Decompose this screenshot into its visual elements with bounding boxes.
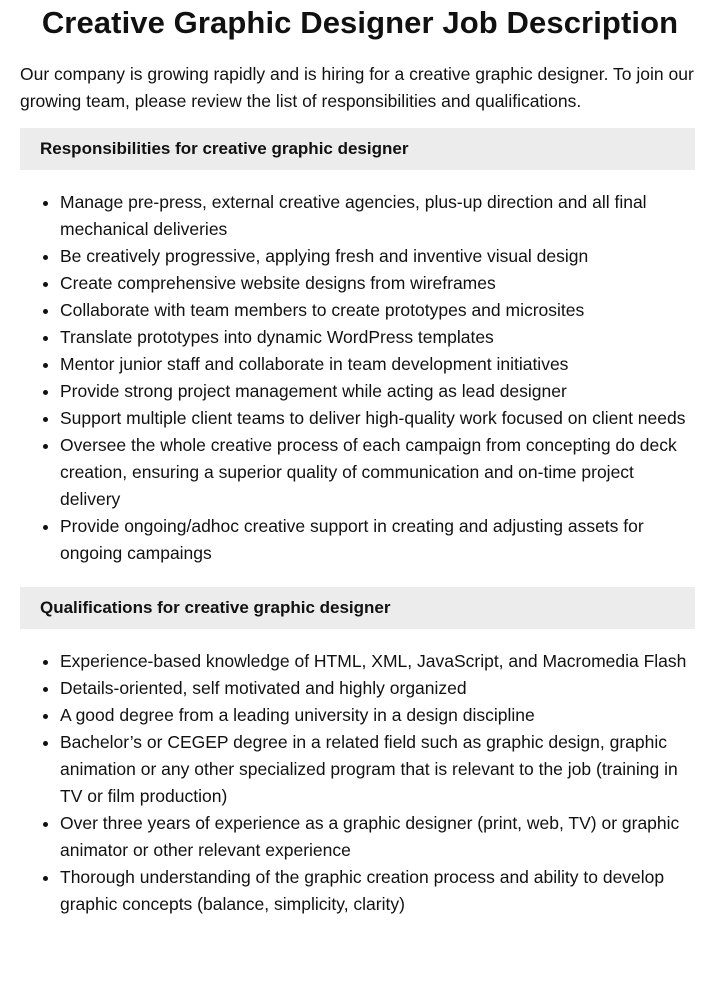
page-title: Creative Graphic Designer Job Description [41, 5, 679, 40]
qualifications-list [0, 648, 695, 918]
list-item: • Be creatively progressive, applying fresh and inventive visual design [60, 243, 695, 270]
list-item: • Provide ongoing/adhoc creative support in creating and adjusting assets for ongoing campaings [60, 513, 695, 567]
list-item: • Manage pre-press, external creative agencies, plus-up direction and all final mechanical deliveries [60, 189, 695, 243]
list-item: • Provide strong project management while acting as lead designer [60, 378, 695, 405]
list-item: • Oversee the whole creative process of each campaign from concepting do deck creation, ensuring a superior quality of communication and on-time project delivery [60, 432, 695, 513]
list-item: • Thorough understanding of the graphic creation process and ability to develop graphic concepts (balance, simplicity, clarity) [60, 864, 695, 918]
responsibilities-heading: Responsibilities for creative graphic designer [20, 128, 695, 170]
list-item: • Support multiple client teams to deliver high-quality work focused on client needs [60, 405, 695, 432]
list-item: • Mentor junior staff and collaborate in team development initiatives [60, 351, 695, 378]
list-item: • A good degree from a leading university in a design discipline [60, 702, 695, 729]
qualifications-heading: Qualifications for creative graphic designer [20, 587, 695, 629]
list-item: • Details-oriented, self motivated and highly organized [60, 675, 695, 702]
responsibilities-list [0, 189, 695, 567]
list-item: • Translate prototypes into dynamic WordPress templates [60, 324, 695, 351]
list-item: • Bachelor’s or CEGEP degree in a related field such as graphic design, graphic animation or any other specialized program that is relevant to the job (training in TV or film production) [60, 729, 695, 810]
list-item: • Collaborate with team members to create prototypes and microsites [60, 297, 695, 324]
intro-paragraph: Our company is growing rapidly and is hiring for a creative graphic designer. To join our growing team, please review the list of responsibilities and qualifications. [20, 64, 694, 111]
list-item: • Create comprehensive website designs from wireframes [60, 270, 695, 297]
list-item: • Experience-based knowledge of HTML, XML, JavaScript, and Macromedia Flash [60, 648, 695, 675]
list-item: • Over three years of experience as a graphic designer (print, web, TV) or graphic animator or other relevant experience [60, 810, 695, 864]
